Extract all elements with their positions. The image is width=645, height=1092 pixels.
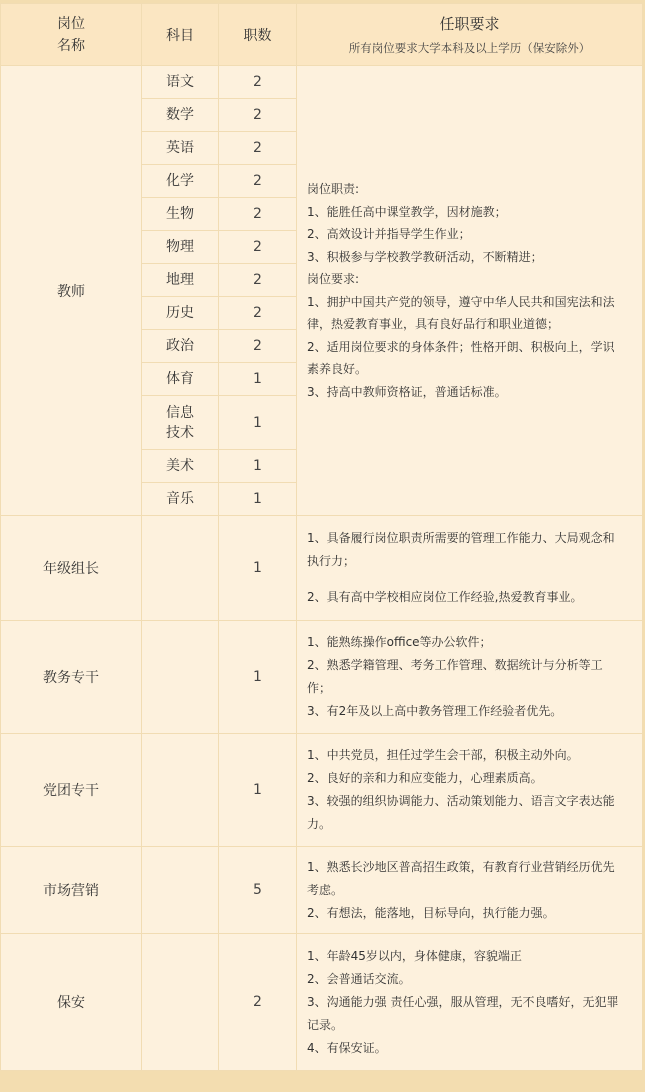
requirement-line: 2、良好的亲和力和应变能力，心理素质高。 [307, 771, 543, 785]
requirement-line: 律，热爱教育事业，具有良好品行和职业道德； [307, 317, 560, 331]
requirement-line: 岗位要求: [307, 272, 360, 286]
count-cell: 1 [219, 450, 297, 483]
requirement-line: 岗位职责: [307, 182, 360, 196]
requirements-cell [297, 847, 643, 934]
table-row [1, 847, 643, 934]
count-cell: 2 [219, 132, 297, 165]
requirement-line: 考虑。 [307, 882, 344, 897]
requirement-line: 3、持高中教师资格证，普通话标准。 [307, 384, 507, 399]
requirements-cell [297, 934, 643, 1071]
requirement-line: 1、拥护中国共产党的领导，遵守中华人民共和国宪法和法 [307, 294, 615, 309]
position-cell: 年级组长 [1, 516, 142, 621]
table-row [1, 516, 643, 621]
requirement-line: 1、熟悉长沙地区普高招生政策，有教育行业营销经历优先 [307, 859, 615, 874]
subject-cell-empty [142, 847, 219, 934]
requirements-cell [297, 734, 643, 847]
requirement-line: 1、年龄45岁以内，身体健康，容貌端正 [307, 948, 522, 963]
requirement-line: 素养良好。 [307, 362, 368, 376]
subject-cell: 生物 [142, 198, 219, 231]
subject-cell: 物理 [142, 231, 219, 264]
count-cell: 2 [219, 165, 297, 198]
count-cell: 2 [219, 330, 297, 363]
header-position [1, 4, 142, 66]
header-count: 职数 [219, 4, 297, 66]
count-cell: 1 [219, 621, 297, 734]
count-cell: 5 [219, 847, 297, 934]
requirements-teacher [297, 66, 643, 516]
position-cell: 教务专干 [1, 621, 142, 734]
subject-cell: 数学 [142, 99, 219, 132]
subject-cell: 语文 [142, 66, 219, 99]
table-row [1, 934, 643, 1071]
requirement-line: 2、适用岗位要求的身体条件；性格开朗、积极向上，学识 [307, 339, 615, 354]
subject-cell-empty [142, 734, 219, 847]
subject-cell-empty [142, 934, 219, 1071]
requirement-line: 1、能胜任高中课堂教学，因材施教； [307, 204, 507, 219]
subject-cell: 音乐 [142, 483, 219, 516]
count-cell: 2 [219, 198, 297, 231]
header-position-line2: 名称 [57, 37, 85, 54]
position-cell: 党团专干 [1, 734, 142, 847]
count-cell: 2 [219, 66, 297, 99]
count-cell: 2 [219, 264, 297, 297]
requirements-cell [297, 516, 643, 621]
header-position-line1: 岗位 [57, 15, 85, 32]
count-cell: 2 [219, 297, 297, 330]
table-header-row [1, 4, 643, 66]
count-cell: 1 [219, 516, 297, 621]
table-row [1, 734, 643, 847]
requirement-line: 执行力； [307, 554, 356, 568]
subject-cell: 历史 [142, 297, 219, 330]
requirement-line: 记录。 [307, 1017, 344, 1032]
subject-cell: 化学 [142, 165, 219, 198]
requirement-line: 1、中共党员，担任过学生会干部，积极主动外向。 [307, 748, 579, 762]
requirement-line: 2、有想法，能落地，目标导向，执行能力强。 [307, 905, 555, 920]
subject-cell [142, 396, 219, 450]
header-subject: 科目 [142, 4, 219, 66]
subject-line1: 信息 [166, 404, 194, 421]
count-cell: 1 [219, 396, 297, 450]
requirement-line: 力。 [307, 817, 332, 831]
requirement-line: 4、有保安证。 [307, 1040, 387, 1055]
count-cell: 2 [219, 231, 297, 264]
requirement-line: 3、积极参与学校教学教研活动，不断精进； [307, 249, 543, 264]
position-cell: 市场营销 [1, 847, 142, 934]
subject-cell: 地理 [142, 264, 219, 297]
requirement-line: 2、具有高中学校相应岗位工作经验,热爱教育事业。 [307, 590, 583, 604]
header-requirements [297, 4, 643, 66]
requirement-line: 2、会普通话交流。 [307, 971, 411, 986]
subject-cell-empty [142, 621, 219, 734]
requirement-line: 3、较强的组织协调能力、活动策划能力、语言文字表达能 [307, 794, 615, 808]
requirement-gap [307, 573, 634, 586]
subject-cell: 体育 [142, 363, 219, 396]
count-cell: 2 [219, 99, 297, 132]
table-row [1, 66, 643, 99]
requirement-line: 2、熟悉学籍管理、考务工作管理、数据统计与分析等工 [307, 658, 603, 672]
requirement-line: 3、沟通能力强 责任心强，服从管理，无不良嗜好，无犯罪 [307, 994, 619, 1009]
header-requirements-note: 所有岗位要求大学本科及以上学历（保安除外） [348, 40, 591, 55]
count-cell: 1 [219, 363, 297, 396]
subject-cell: 政治 [142, 330, 219, 363]
requirement-line: 1、具备履行岗位职责所需要的管理工作能力、大局观念和 [307, 531, 615, 545]
requirement-line: 3、有2年及以上高中教务管理工作经验者优先。 [307, 704, 563, 718]
requirement-line: 作； [307, 681, 332, 695]
count-cell: 1 [219, 734, 297, 847]
position-teacher: 教师 [1, 66, 142, 516]
subject-cell: 美术 [142, 450, 219, 483]
table-row [1, 621, 643, 734]
subject-cell-empty [142, 516, 219, 621]
requirement-line: 2、高效设计并指导学生作业； [307, 227, 471, 241]
count-cell: 1 [219, 483, 297, 516]
requirements-cell [297, 621, 643, 734]
requirement-line: 1、能熟练操作office等办公软件； [307, 635, 492, 649]
position-cell: 保安 [1, 934, 142, 1071]
job-requirements-table [0, 3, 643, 1071]
count-cell: 2 [219, 934, 297, 1071]
subject-cell: 英语 [142, 132, 219, 165]
header-requirements-title: 任职要求 [439, 14, 500, 33]
subject-line2: 技术 [166, 424, 194, 441]
